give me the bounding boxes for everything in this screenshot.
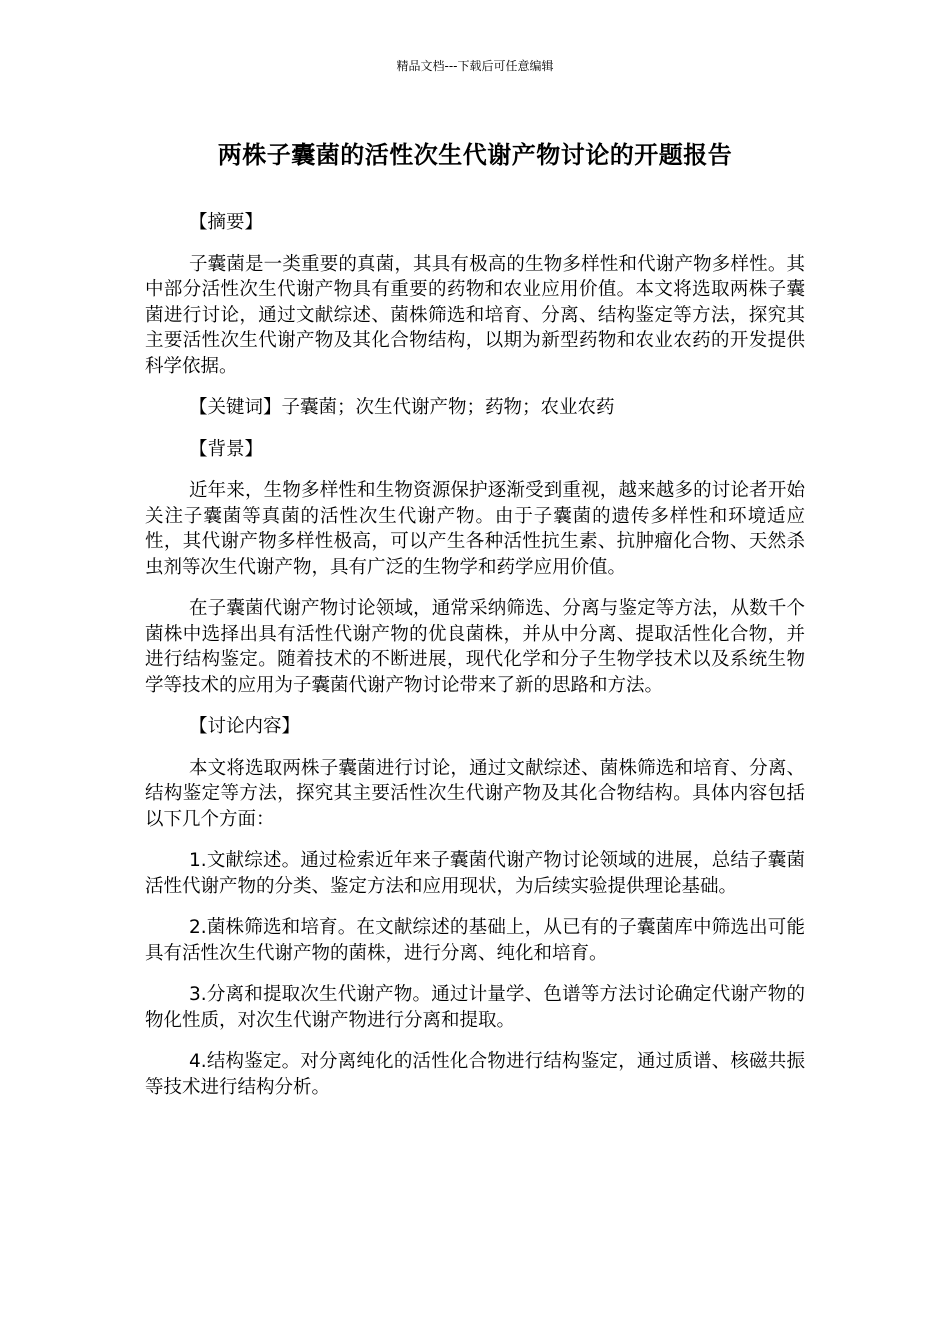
content-item-2: 2.菌株筛选和培育。在文献综述的基础上，从已有的子囊菌库中筛选出可能具有活性次生代谢产物的菌株，进行分离、纯化和培育。 (145, 917, 805, 964)
keywords-line: 【关键词】子囊菌；次生代谢产物；药物；农业农药 (189, 397, 615, 418)
content-item-1: 1.文献综述。通过检索近年来子囊菌代谢产物讨论领域的进展，总结子囊菌活性代谢产物的分类、鉴定方法和应用现状，为后续实验提供理论基础。 (145, 850, 805, 897)
background-paragraph-1: 近年来，生物多样性和生物资源保护逐渐受到重视，越来越多的讨论者开始关注子囊菌等真菌的活性次生代谢产物。由于子囊菌的遗传多样性和环境适应性，其代谢产物多样性极高，可以产生各种活性抗生素、抗肿瘤化合物、天然杀虫剂等次生代谢产物，具有广泛的生物学和药学应用价值。 (145, 480, 805, 578)
background-paragraph-2: 在子囊菌代谢产物讨论领域，通常采纳筛选、分离与鉴定等方法，从数千个菌株中选择出具有活性代谢产物的优良菌株，并从中分离、提取活性化合物，并进行结构鉴定。随着技术的不断进展，现代化学和分子生物学技术以及系统生物学等技术的应用为子囊菌代谢产物讨论带来了新的思路和方法。 (145, 598, 805, 696)
content-heading: 【讨论内容】 (189, 716, 301, 737)
abstract-heading: 【摘要】 (189, 212, 264, 233)
abstract-paragraph: 子囊菌是一类重要的真菌，其具有极高的生物多样性和代谢产物多样性。其中部分活性次生代谢产物具有重要的药物和农业应用价值。本文将选取两株子囊菌进行讨论，通过文献综述、菌株筛选和培育、分离、结构鉴定等方法，探究其主要活性次生代谢产物及其化合物结构，以期为新型药物和农业农药的开发提供科学依据。 (145, 253, 805, 377)
background-heading: 【背景】 (189, 438, 264, 460)
document-body (145, 210, 805, 1116)
header-note: 精品文档---下载后可任意编辑 (396, 59, 554, 73)
content-intro-paragraph: 本文将选取两株子囊菌进行讨论，通过文献综述、菌株筛选和培育、分离、结构鉴定等方法，探究其主要活性次生代谢产物及其化合物结构。具体内容包括以下几个方面： (145, 757, 805, 830)
content-item-3: 3.分离和提取次生代谢产物。通过计量学、色谱等方法讨论确定代谢产物的物化性质，对次生代谢产物进行分离和提取。 (145, 984, 805, 1031)
page-title: 两株子囊菌的活性次生代谢产物讨论的开题报告 (217, 141, 733, 169)
content-item-4: 4.结构鉴定。对分离纯化的活性化合物进行结构鉴定，通过质谱、核磁共振等技术进行结构分析。 (145, 1051, 805, 1098)
